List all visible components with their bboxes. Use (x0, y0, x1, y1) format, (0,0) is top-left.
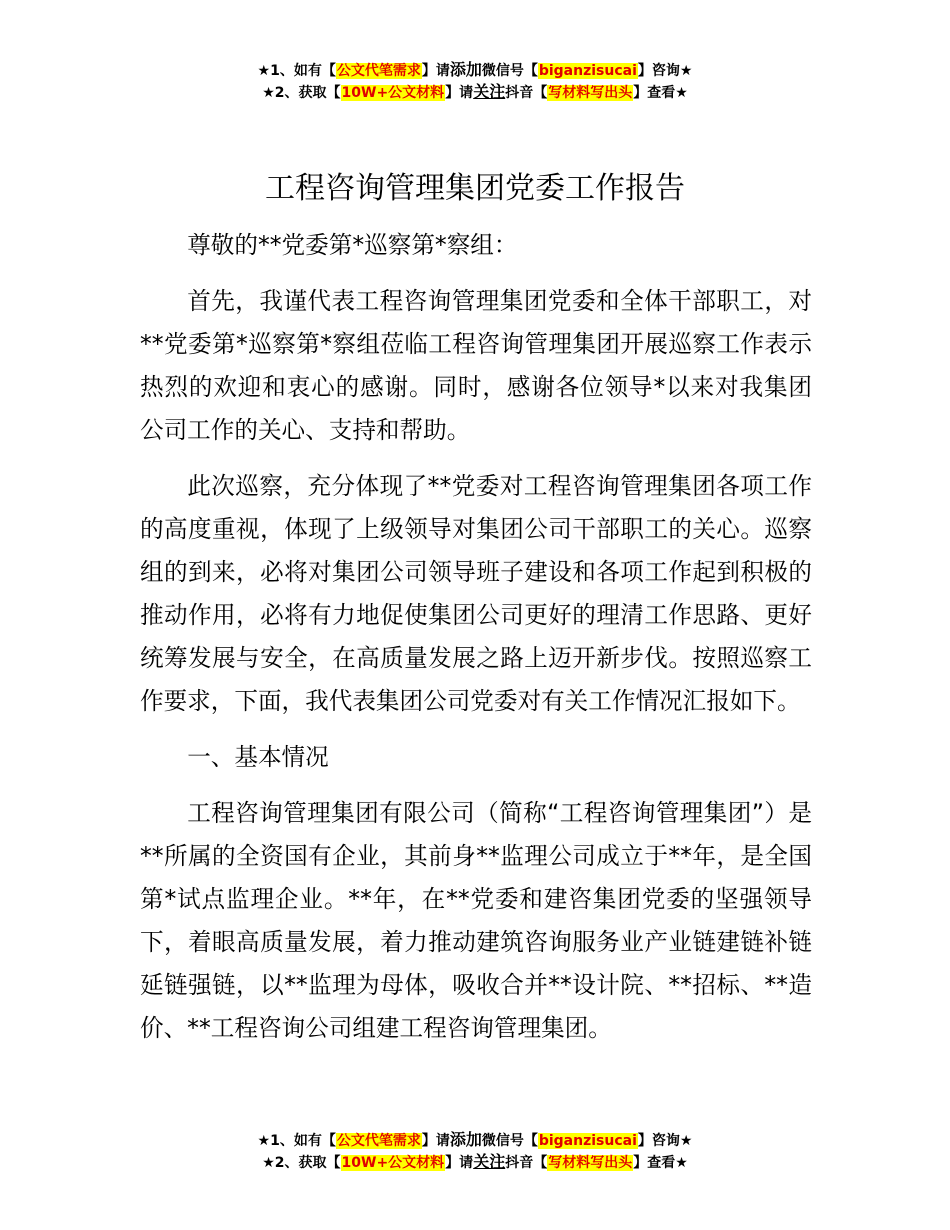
banner-line-1 (0, 59, 950, 81)
paragraph-basic-info: 工程咨询管理集团有限公司（简称“工程咨询管理集团”）是**所属的全资国有企业，其前身**监理公司成立于**年，是全国第*试点监理企业。**年，在**党委和建咨集团党委的坚强领导下，着眼高质量发展，着力推动建筑咨询服务业产业链建链补链延链强链，以**监理为母体，吸收合并**设计院、**招标、**造价、**工程咨询公司组建工程咨询管理集团。 (140, 799, 812, 1042)
banner-line-1-prefix: ★1、如有【 (257, 63, 336, 79)
footer-line-1 (0, 1129, 950, 1151)
banner-line-2-emphasis: 关注 (473, 82, 506, 101)
footer-line-2 (0, 1151, 950, 1173)
footer-highlight-ghostwriting: 公文代笔需求 (336, 1133, 421, 1149)
footer-banner (0, 1129, 950, 1173)
footer-line-1-mid2: 微信号【 (481, 1133, 538, 1149)
section-heading: 一、基本情况 (187, 743, 329, 771)
banner-line-2-mid: 】请 (445, 85, 474, 101)
footer-line-2-suffix: 】查看★ (633, 1155, 688, 1171)
footer-line-2-mid2: 抖音【 (505, 1155, 548, 1171)
footer-line-1-suffix: 】咨询★ (637, 1133, 693, 1149)
banner-line-2-mid2: 抖音【 (505, 85, 548, 101)
footer-line-2-mid: 】请 (445, 1155, 474, 1171)
footer-line-1-prefix: ★1、如有【 (257, 1133, 336, 1149)
banner-highlight-ghostwriting: 公文代笔需求 (336, 63, 421, 79)
footer-highlight-wechat-id: biganzisucai (538, 1133, 637, 1149)
footer-line-2-prefix: ★2、获取【 (262, 1155, 341, 1171)
banner-line-2-prefix: ★2、获取【 (262, 85, 341, 101)
header-banner (0, 59, 950, 103)
footer-line-2-emphasis: 关注 (473, 1152, 506, 1171)
banner-line-1-suffix: 】咨询★ (637, 63, 693, 79)
banner-line-1-emphasis: 添加 (449, 60, 482, 79)
banner-line-2-suffix: 】查看★ (633, 85, 688, 101)
banner-highlight-materials: 10W+公文材料 (341, 85, 445, 101)
banner-highlight-douyin: 写材料写出头 (548, 85, 633, 101)
footer-highlight-materials: 10W+公文材料 (341, 1155, 445, 1171)
paragraph-intro: 首先，我谨代表工程咨询管理集团党委和全体干部职工，对**党委第*巡察第*察组莅临工程咨询管理集团开展巡察工作表示热烈的欢迎和衷心的感谢。同时，感谢各位领导*以来对我集团公司工作的关心、支持和帮助。 (140, 287, 812, 444)
paragraph-inspection: 此次巡察，充分体现了**党委对工程咨询管理集团各项工作的高度重视，体现了上级领导对集团公司干部职工的关心。巡察组的到来，必将对集团公司领导班子建设和各项工作起到积极的推动作用，必将有力地促使集团公司更好的理清工作思路、更好统筹发展与安全，在高质量发展之路上迈开新步伐。按照巡察工作要求，下面，我代表集团公司党委对有关工作情况汇报如下。 (140, 472, 812, 715)
footer-line-1-emphasis: 添加 (449, 1130, 482, 1149)
banner-line-1-mid2: 微信号【 (481, 63, 538, 79)
footer-line-1-mid: 】请 (421, 1133, 450, 1149)
banner-highlight-wechat-id: biganzisucai (538, 63, 637, 79)
salutation: 尊敬的**党委第*巡察第*察组： (187, 231, 518, 259)
banner-line-1-mid: 】请 (421, 63, 450, 79)
footer-highlight-douyin: 写材料写出头 (548, 1155, 633, 1171)
document-body (140, 224, 812, 1063)
banner-line-2 (0, 81, 950, 103)
document-title: 工程咨询管理集团党委工作报告 (265, 171, 685, 206)
